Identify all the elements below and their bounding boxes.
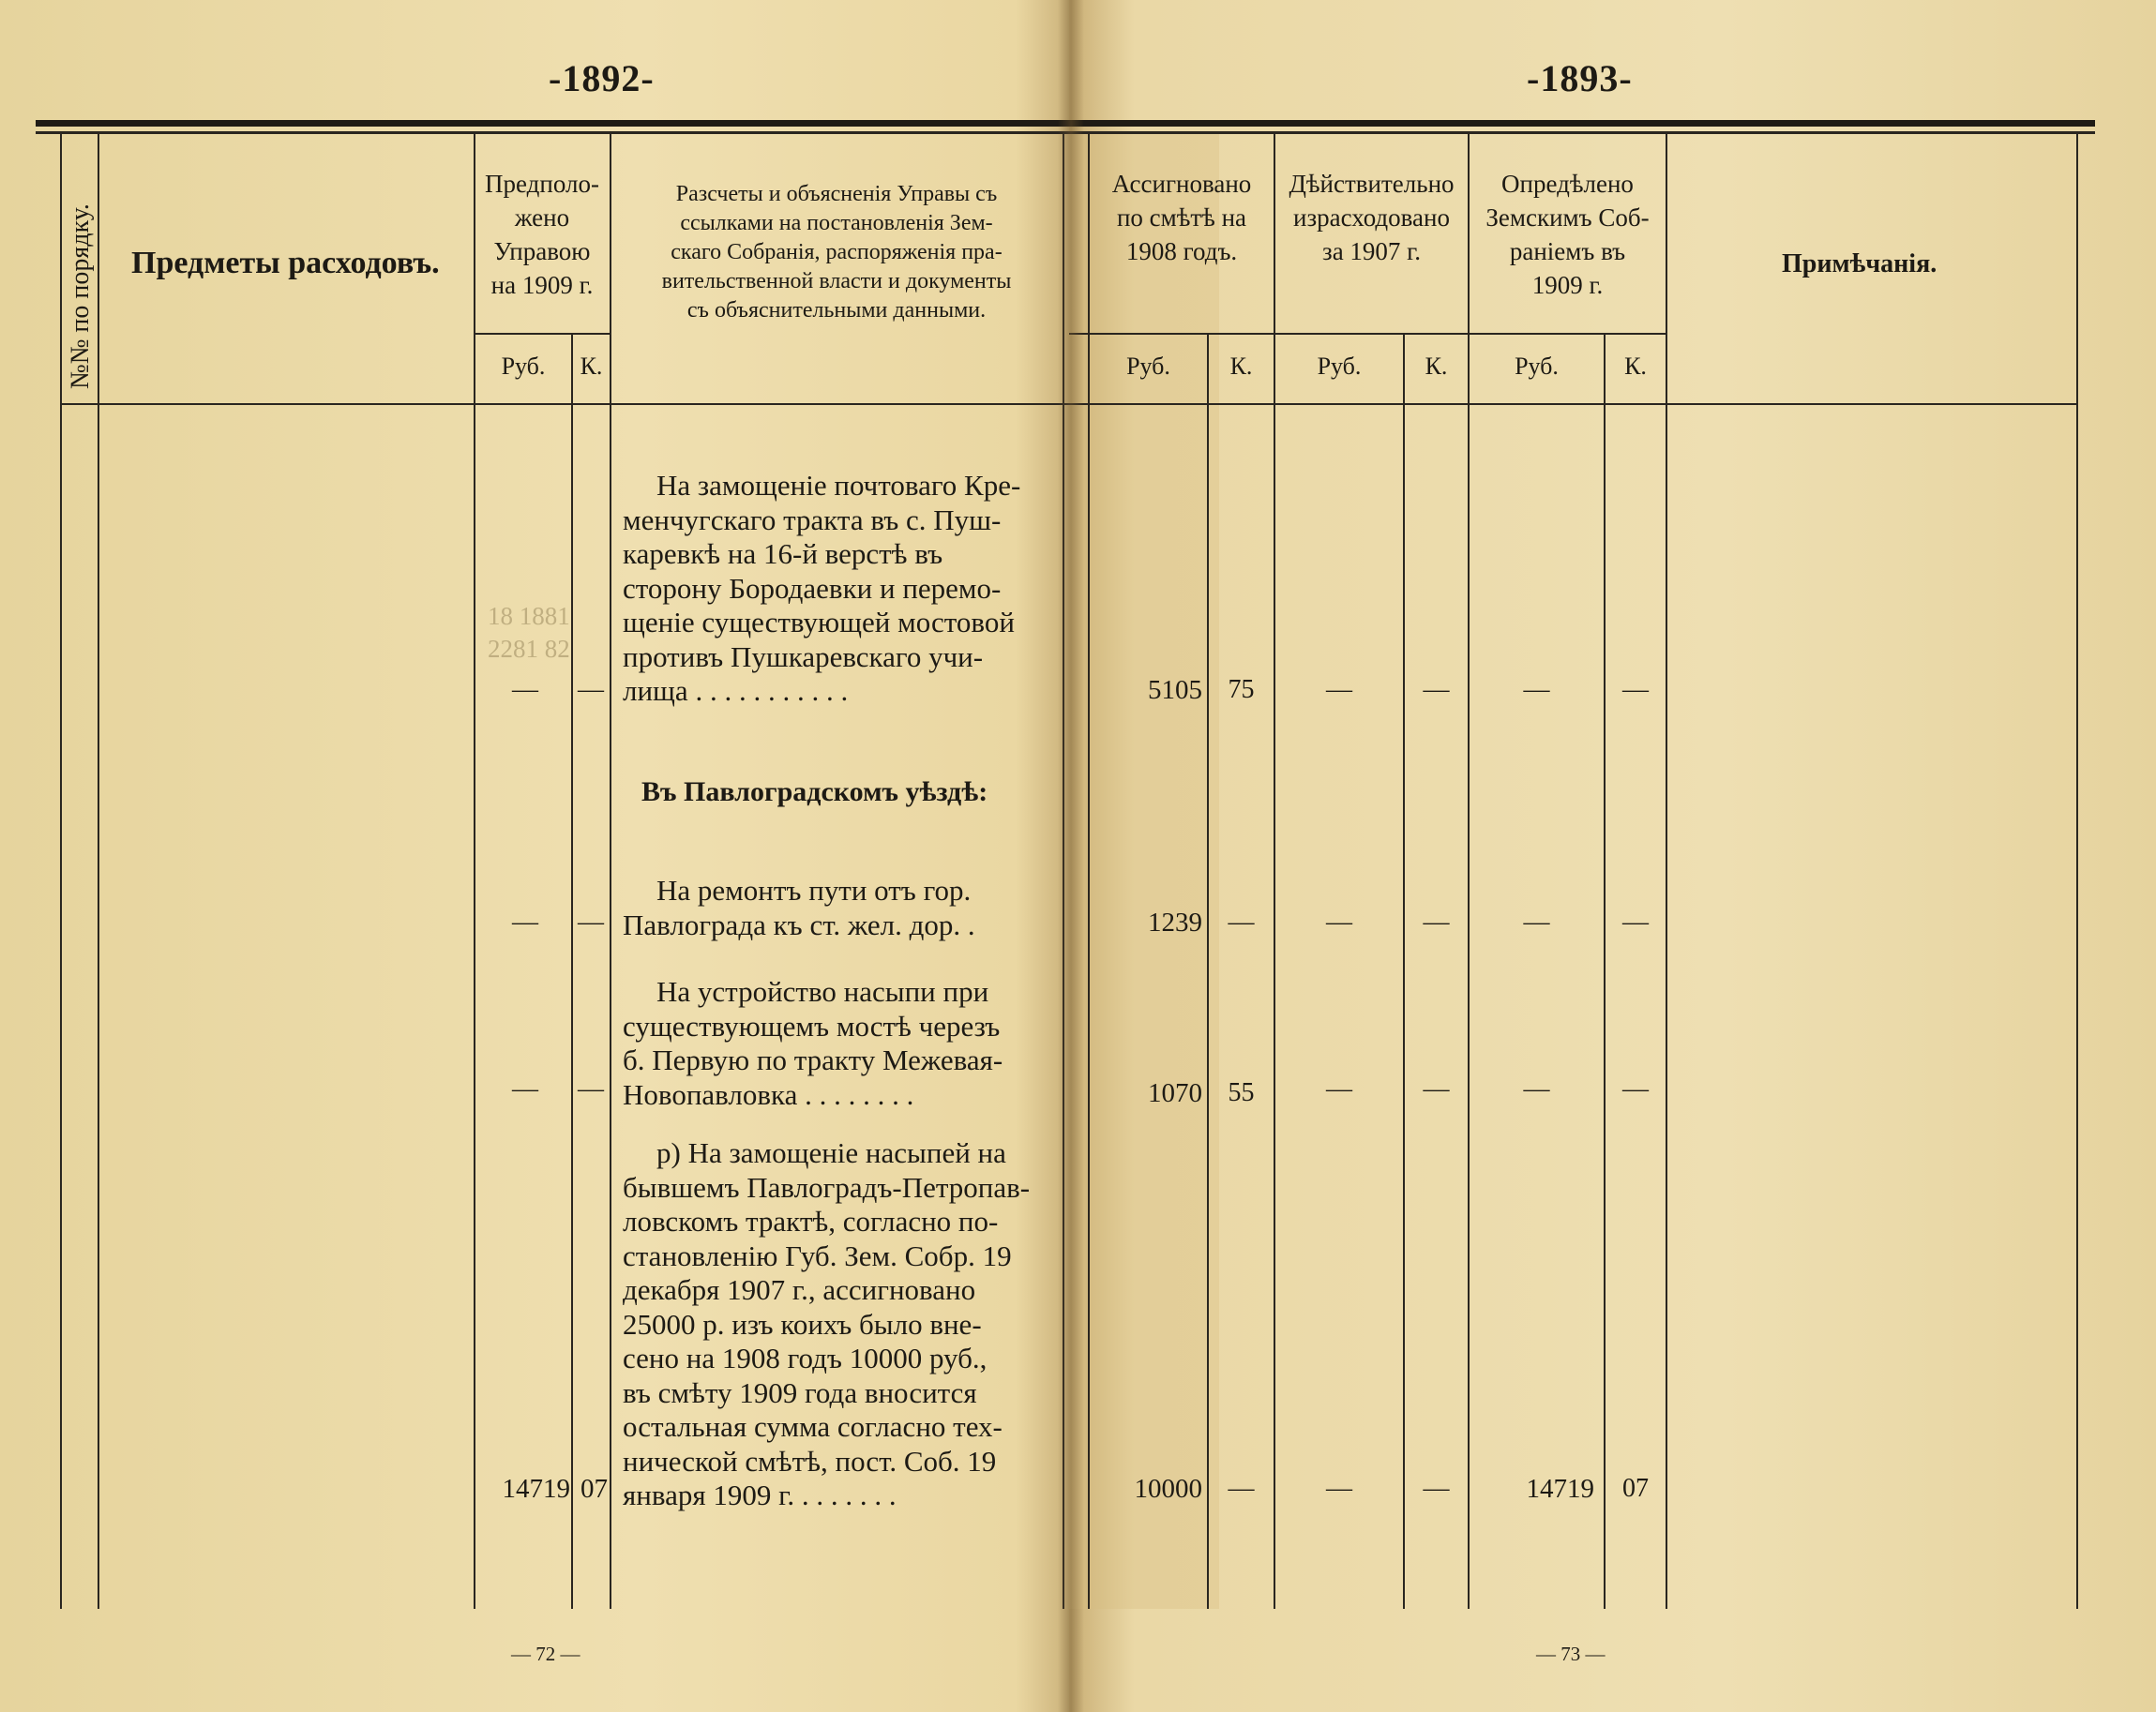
left-top-rule	[36, 120, 1069, 127]
right-col-line	[2076, 134, 2078, 1609]
left-col-line	[610, 134, 611, 1609]
col-assigned-header: Ассигновано по смѣтѣ на 1908 годъ.	[1111, 170, 1252, 265]
row2-assigned-rub: 1239	[1148, 908, 1202, 938]
left-col-line	[98, 134, 99, 1609]
row1-assigned-kop: 75	[1228, 675, 1255, 704]
left-col-line	[60, 134, 62, 1609]
left-col-line	[571, 333, 573, 1609]
right-page-number-top: -1893-	[1527, 57, 1633, 99]
row3-spent-kop: —	[1423, 1074, 1450, 1104]
left-sub-header-line	[474, 333, 610, 335]
right-header-bottom-line	[1069, 403, 2076, 405]
entry-paving-kop: 07	[580, 1474, 608, 1504]
defined-kop-label: К.	[1624, 353, 1647, 380]
row4-assigned-kop: —	[1228, 1474, 1255, 1503]
assigned-rub-label: Руб.	[1126, 353, 1170, 380]
col-proposed-header: Предполо- жено Управою на 1909 г.	[485, 170, 599, 299]
spent-kop-label: К.	[1425, 353, 1448, 380]
row2-assigned-kop: —	[1228, 908, 1255, 937]
row3-assigned-rub: 1070	[1148, 1078, 1202, 1108]
right-page	[1069, 0, 2156, 1712]
row1-defined-rub: —	[1523, 675, 1550, 704]
left-top-rule-thin	[36, 131, 1069, 134]
left-header-bottom-line	[60, 403, 1069, 405]
row4-defined-kop: 07	[1622, 1474, 1649, 1503]
col-defined-header: Опредѣлено Земскимъ Соб- раніемъ въ 1909 г.	[1485, 170, 1650, 299]
left-rub-label: Руб.	[501, 353, 546, 380]
row3-defined-rub: —	[1523, 1074, 1550, 1104]
left-page	[0, 0, 1069, 1712]
entry-paving-rub: 14719	[502, 1474, 570, 1504]
row2-defined-rub: —	[1523, 908, 1550, 937]
bleed-through: 18 1881 2281 82	[488, 602, 570, 663]
row4-assigned-rub: 10000	[1134, 1474, 1202, 1504]
col-spent-header: Дѣйствительно израсходовано за 1907 г.	[1289, 170, 1455, 265]
left-page-number-top: -1892-	[549, 57, 655, 99]
row1-assigned-rub: 5105	[1148, 675, 1202, 705]
entry-embankment-kop: —	[578, 1074, 604, 1104]
col-number-header: №№ по порядку.	[66, 203, 95, 389]
entry-embankment: На устройство насыпи при существующемъ мостѣ черезъ б. Первую по тракту Межевая- Новопавловка . . . . . . . .	[623, 975, 1003, 1111]
entry-paving-petropavlovsk: р) На замощеніе насыпей на бывшемъ Павлоградъ-Петропав- ловскомъ трактѣ, согласно по- становленію Губ. Зем. Собр. 19 декабря 1907 г., ассигновано 25000 р. изъ коихъ было вне- сено на 1908 годъ 10000 руб., въ смѣту 1909 года вносится остальная сумма согласно тех- нической смѣтѣ, пост. Соб. 19 января 1909 г. . . . . . . .	[623, 1136, 1031, 1511]
entry-embankment-rub: —	[512, 1074, 538, 1104]
row3-defined-kop: —	[1622, 1074, 1649, 1104]
entry-pavlograd-road-kop: —	[578, 908, 604, 937]
right-top-rule	[1069, 120, 2095, 127]
row1-spent-rub: —	[1326, 675, 1352, 704]
entry-kremenchug-rub: —	[512, 675, 538, 704]
col-explain-header: Разсчеты и объясненія Управы съ ссылками на постановленія Зем- скаго Собранія, распоряженія пра- вительственной власти и документы съ объяснительными данными.	[661, 182, 1012, 323]
row1-spent-kop: —	[1423, 675, 1450, 704]
entry-pavlograd-road-rub: —	[512, 908, 538, 937]
left-page-number-bottom: — 72 —	[511, 1643, 580, 1665]
row3-assigned-kop: 55	[1228, 1078, 1255, 1107]
bleed-through	[1107, 469, 1632, 567]
row1-defined-kop: —	[1622, 675, 1649, 704]
row4-defined-rub: 14719	[1526, 1474, 1594, 1504]
defined-rub-label: Руб.	[1515, 353, 1559, 380]
row2-spent-kop: —	[1423, 908, 1450, 937]
col-notes-header: Примѣчанія.	[1782, 249, 1937, 278]
section-heading-pavlograd: Въ Павлоградскомъ уѣздѣ:	[641, 776, 988, 807]
col-items-header: Предметы расходовъ.	[131, 246, 440, 280]
assigned-kop-label: К.	[1229, 353, 1253, 380]
right-col-line	[1666, 134, 1667, 1609]
row4-spent-rub: —	[1326, 1474, 1352, 1503]
entry-pavlograd-road: На ремонтъ пути отъ гор. Павлограда къ ст. жел. дор. .	[623, 874, 975, 941]
spent-rub-label: Руб.	[1317, 353, 1362, 380]
row3-spent-rub: —	[1326, 1074, 1352, 1104]
row2-spent-rub: —	[1326, 908, 1352, 937]
entry-kremenchug-kop: —	[578, 675, 604, 704]
row4-spent-kop: —	[1423, 1474, 1450, 1503]
left-kop-label: К.	[580, 353, 603, 380]
book-gutter	[1058, 0, 1084, 1712]
right-page-number-bottom: — 73 —	[1536, 1643, 1606, 1665]
row2-defined-kop: —	[1622, 908, 1649, 937]
right-top-rule-thin	[1069, 131, 2095, 134]
right-sub-header-line	[1069, 333, 1666, 335]
entry-kremenchug: На замощеніе почтоваго Кре- менчугскаго тракта въ с. Пуш- каревкѣ на 16-й верстѣ въ сторону Бородаевки и перемо- щеніе существующей мостовой противъ Пушкаревскаго учи- лища . . . . . . . . . . .	[623, 469, 1021, 707]
